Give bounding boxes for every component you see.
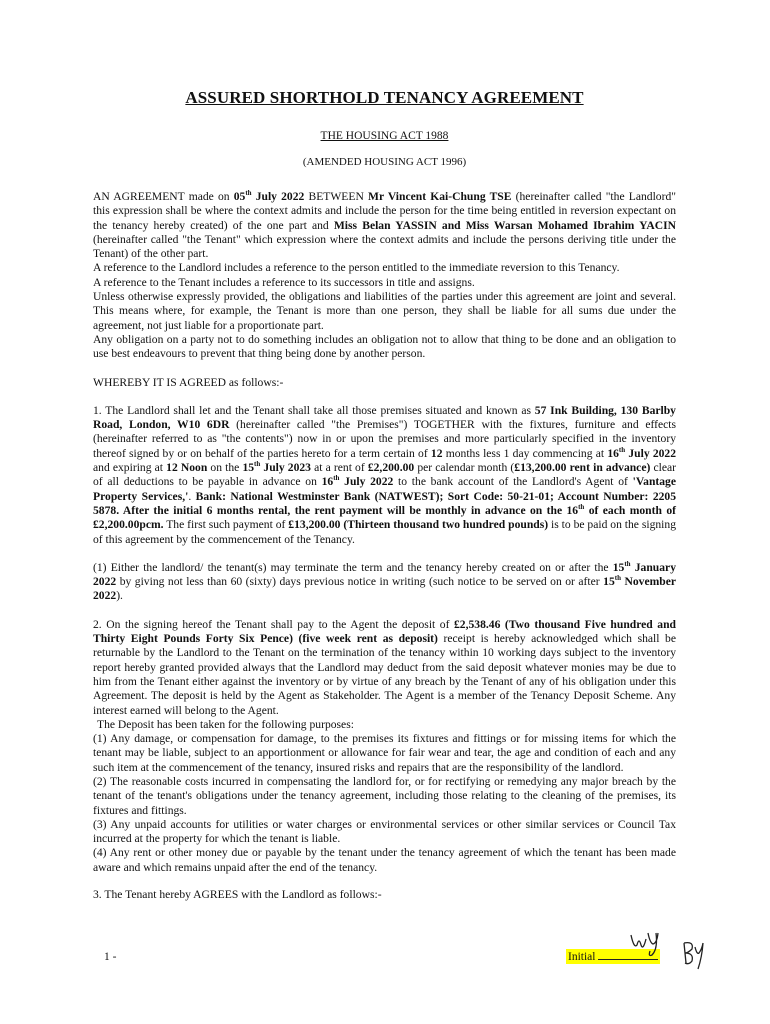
document-title: ASSURED SHORTHOLD TENANCY AGREEMENT bbox=[185, 88, 584, 107]
intro-paragraph: AN AGREEMENT made on 05th July 2022 BETWEEN Mr Vincent Kai-Chung TSE (hereinafter called "the Landlord" this expression shall be where the context admits and include the person for the time being entitled in reversion expectant on the tenancy hereby created) of the one part and Miss Belan YASSIN and Miss Warsan Mohamed Ibrahim YACIN (hereinafter called "the Tenant" which expression where the context admits and include the persons deriving title under the Tenant) of the other part. bbox=[93, 189, 677, 261]
obligation-paragraph: Any obligation on a party not to do something includes an obligation not to allow that thing to be done and an obligation to use best endeavours to prevent that thing being done by another person. bbox=[93, 332, 676, 361]
tenant-initials-signature-icon bbox=[628, 927, 668, 957]
joint-liability-paragraph: Unless otherwise expressly provided, the obligations and liabilities of the parties under this agreement are joint and several. This means where, for example, the Tenant is more than one person, they shall be liable for all sums due under the agreement, not just liable for a proportionate part. bbox=[93, 290, 676, 332]
clause-3: 3. The Tenant hereby AGREES with the Landlord as follows:- bbox=[93, 888, 382, 902]
document-page bbox=[93, 88, 676, 902]
landlord-reference-paragraph: A reference to the Landlord includes a reference to the person entitled to the immediate reversion to this Tenancy. bbox=[93, 261, 620, 275]
landlord-name: Mr Vincent Kai-Chung TSE bbox=[368, 190, 512, 203]
break-clause: (1) Either the landlord/ the tenant(s) may terminate the term and the tenancy hereby created on or after the 15th January 2022 by giving not less than 60 (sixty) days previous notice in writing (such notice to be served on or after 15th November 2022). bbox=[93, 559, 676, 603]
deposit-purposes-heading: The Deposit has been taken for the following purposes: bbox=[97, 717, 354, 731]
bank-details: Bank: National Westminster Bank (NATWEST); Sort Code: 50-21-01; Account Number: 2205 5878. After the initial 6 months rental, the rent payment will be monthly in advance on the 16th of each month of £2,200.00pcm. bbox=[93, 489, 677, 532]
whereby-heading: WHEREBY IT IS AGREED as follows:- bbox=[93, 375, 284, 389]
deposit-purpose-4: (4) Any rent or other money due or payable by the tenant under the tenancy agreement of which the tenant has been made aware and which remains unpaid after the end of the tenancy. bbox=[93, 846, 676, 874]
clause-1: 1. The Landlord shall let and the Tenant shall take all those premises situated and known as 57 Ink Building, 130 Barlby Road, London, W10 6DR (hereinafter called "the Premises") TOGETHER with the fixtures, furniture and effects (hereinafter referred to as "the contents") now in or upon the premises and more particularly specified in the inventory thereof signed by or on behalf of the parties hereto for a term certain of 12 months less 1 day commencing at 16th July 2022 and expiring at 12 Noon on the 15th July 2023 at a rent of £2,200.00 per calendar month (£13,200.00 rent in advance) clear of all deductions to be payable in advance on 16th July 2022 to the bank account of the Landlord's Agent of 'Vantage Property Services,'. Bank: National Westminster Bank (NATWEST); Sort Code: 50-21-01; Account Number: 2205 5878. After the initial 6 months rental, the rent payment will be monthly in advance on the 16th of each month of £2,200.00pcm. The first such payment of £13,200.00 (Thirteen thousand two hundred pounds) is to be paid on the signing of this agreement by the commencement of the Tenancy. bbox=[93, 403, 677, 546]
tenant-names: Miss Belan YASSIN and Miss Warsan Mohamed Ibrahim YACIN bbox=[333, 218, 677, 232]
deposit-purpose-3: (3) Any unpaid accounts for utilities or water charges or environmental services or other similar services or Council Tax incurred at the property for which the tenant is liable. bbox=[93, 817, 676, 846]
landlord-initials-signature-icon bbox=[680, 939, 706, 973]
clause-2: 2. On the signing hereof the Tenant shall pay to the Agent the deposit of £2,538.46 (Two thousand Five hundred and Thirty Eight Pounds Forty Six Pence) (five week rent as deposit) receipt is hereby acknowledged which shall be returnable by the Landlord to the Tenant on the termination of the tenancy within 10 working days subject to the inventory report hereby granted provided always that the Landlord may deduct from the said deposit whatever monies may be due to him from the Tenant either against the inventory or by virtue of any breach by the Tenant of any of his obligation under this Agreement. The deposit is held by the Agent as Stakeholder. The Agent is a member of the Tenancy Deposit Scheme. Any interest earned will belong to the Agent. bbox=[93, 617, 677, 717]
initial-label: Initial bbox=[568, 951, 596, 963]
deposit-purpose-2: (2) The reasonable costs incurred in compensating the landlord for, or for rectifying or remedying any major breach by the tenant of the tenant's obligations under the tenancy agreement, including those relating to the cleaning of the premises, its fixtures and fittings. bbox=[93, 774, 676, 817]
rent-amount: £2,200.00 bbox=[367, 461, 415, 475]
agent-name: 'Vantage Property Services,' bbox=[93, 475, 676, 503]
tenant-reference-paragraph: A reference to the Tenant includes a reference to its successors in title and assigns. bbox=[93, 275, 475, 289]
document-subtitle: THE HOUSING ACT 1988 bbox=[320, 130, 449, 142]
deposit-purpose-1: (1) Any damage, or compensation for damage, to the premises its fixtures and fittings or for missing items for which the tenant may be liable, subject to an apportionment or allowance for fair wear and tear, the age and condition of each and any such item at the commencement of the tenancy, insured risks and repairs that are the responsibility of the landlord. bbox=[93, 732, 676, 774]
amended-note: (AMENDED HOUSING ACT 1996) bbox=[302, 156, 467, 168]
deposit-amount: £2,538.46 (Two thousand Five hundred and Thirty Eight Pounds Forty Six Pence) (five week rent as deposit) bbox=[93, 617, 676, 646]
premises-address: 57 Ink Building, 130 Barlby Road, London, W10 6DR bbox=[93, 403, 676, 432]
first-payment: £13,200.00 (Thirteen thousand two hundred pounds) bbox=[288, 518, 549, 532]
page-number: 1 - bbox=[104, 951, 117, 963]
page-footer bbox=[0, 945, 770, 985]
